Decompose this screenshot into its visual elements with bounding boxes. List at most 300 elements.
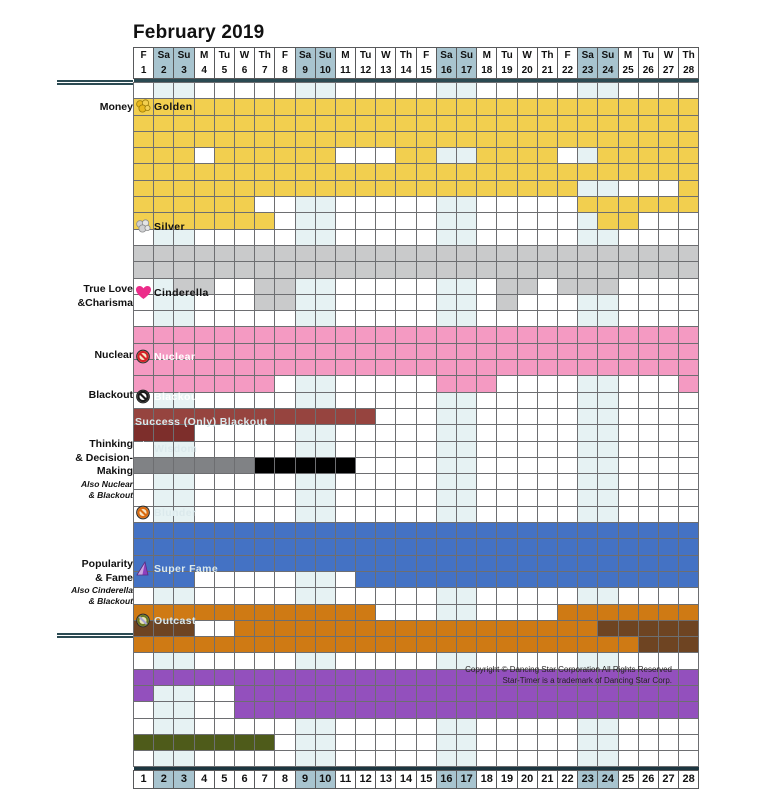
- calendar-cell[interactable]: [497, 539, 517, 555]
- calendar-cell[interactable]: [537, 702, 557, 718]
- calendar-cell[interactable]: [356, 327, 376, 343]
- weekday-header-cell[interactable]: Sa: [154, 48, 174, 64]
- calendar-cell[interactable]: [194, 327, 214, 343]
- calendar-cell[interactable]: [679, 441, 699, 457]
- calendar-cell[interactable]: [598, 734, 618, 750]
- weekday-header-cell[interactable]: Tu: [356, 48, 376, 64]
- calendar-cell[interactable]: [658, 425, 678, 441]
- calendar-cell[interactable]: [537, 506, 557, 522]
- calendar-cell[interactable]: [315, 115, 335, 131]
- calendar-cell[interactable]: [234, 262, 254, 278]
- calendar-cell[interactable]: [679, 653, 699, 669]
- calendar-cell[interactable]: [477, 245, 497, 261]
- calendar-cell[interactable]: [436, 490, 456, 506]
- calendar-cell[interactable]: [436, 197, 456, 213]
- calendar-cell[interactable]: [234, 408, 254, 424]
- calendar-cell[interactable]: [194, 474, 214, 490]
- calendar-cell[interactable]: [275, 637, 295, 653]
- calendar-cell[interactable]: [436, 718, 456, 734]
- weekday-header-cell[interactable]: W: [658, 48, 678, 64]
- calendar-cell[interactable]: [376, 180, 396, 196]
- day-number-header-cell[interactable]: 3: [174, 63, 194, 79]
- calendar-cell[interactable]: [396, 702, 416, 718]
- calendar-cell[interactable]: [557, 474, 577, 490]
- calendar-cell[interactable]: [214, 164, 234, 180]
- calendar-cell[interactable]: [376, 539, 396, 555]
- calendar-cell[interactable]: [517, 262, 537, 278]
- calendar-cell[interactable]: [517, 637, 537, 653]
- calendar-cell[interactable]: [134, 441, 154, 457]
- day-number-header-cell[interactable]: 10: [315, 63, 335, 79]
- calendar-cell[interactable]: [578, 83, 598, 99]
- calendar-cell[interactable]: [557, 99, 577, 115]
- calendar-cell[interactable]: [497, 490, 517, 506]
- calendar-cell[interactable]: [315, 213, 335, 229]
- calendar-cell[interactable]: [416, 604, 436, 620]
- calendar-cell[interactable]: [457, 457, 477, 473]
- day-number-footer-cell[interactable]: 15: [416, 771, 436, 789]
- calendar-cell[interactable]: [174, 213, 194, 229]
- calendar-cell[interactable]: [416, 669, 436, 685]
- calendar-cell[interactable]: [214, 539, 234, 555]
- calendar-cell[interactable]: [275, 474, 295, 490]
- calendar-cell[interactable]: [335, 180, 355, 196]
- calendar-cell[interactable]: [295, 148, 315, 164]
- calendar-cell[interactable]: [396, 751, 416, 767]
- calendar-cell[interactable]: [255, 327, 275, 343]
- calendar-cell[interactable]: [598, 262, 618, 278]
- calendar-cell[interactable]: [295, 311, 315, 327]
- calendar-cell[interactable]: [335, 229, 355, 245]
- calendar-cell[interactable]: [658, 148, 678, 164]
- calendar-cell[interactable]: [658, 213, 678, 229]
- calendar-cell[interactable]: [335, 376, 355, 392]
- calendar-cell[interactable]: [154, 685, 174, 701]
- calendar-cell[interactable]: [477, 718, 497, 734]
- calendar-cell[interactable]: [255, 669, 275, 685]
- calendar-cell[interactable]: [134, 751, 154, 767]
- calendar-cell[interactable]: [537, 734, 557, 750]
- calendar-cell[interactable]: [416, 131, 436, 147]
- calendar-cell[interactable]: [497, 588, 517, 604]
- calendar-cell[interactable]: [638, 604, 658, 620]
- calendar-cell[interactable]: [234, 392, 254, 408]
- calendar-cell[interactable]: [537, 425, 557, 441]
- calendar-cell[interactable]: [557, 441, 577, 457]
- calendar-cell[interactable]: [295, 441, 315, 457]
- calendar-cell[interactable]: [618, 571, 638, 587]
- calendar-cell[interactable]: [638, 571, 658, 587]
- calendar-cell[interactable]: [154, 653, 174, 669]
- calendar-cell[interactable]: [174, 734, 194, 750]
- calendar-cell[interactable]: [416, 343, 436, 359]
- calendar-cell[interactable]: [638, 620, 658, 636]
- calendar-cell[interactable]: [618, 441, 638, 457]
- calendar-cell[interactable]: [658, 327, 678, 343]
- calendar-cell[interactable]: [598, 408, 618, 424]
- calendar-cell[interactable]: [255, 523, 275, 539]
- calendar-cell[interactable]: [618, 392, 638, 408]
- calendar-cell[interactable]: [275, 571, 295, 587]
- calendar-cell[interactable]: [436, 506, 456, 522]
- calendar-cell[interactable]: [436, 523, 456, 539]
- calendar-cell[interactable]: [598, 539, 618, 555]
- calendar-cell[interactable]: [557, 539, 577, 555]
- calendar-cell[interactable]: [194, 734, 214, 750]
- calendar-cell[interactable]: [658, 702, 678, 718]
- calendar-cell[interactable]: [457, 197, 477, 213]
- calendar-cell[interactable]: [638, 734, 658, 750]
- calendar-cell[interactable]: [416, 262, 436, 278]
- calendar-cell[interactable]: [679, 474, 699, 490]
- calendar-cell[interactable]: [234, 734, 254, 750]
- day-number-footer-cell[interactable]: 3: [174, 771, 194, 789]
- calendar-cell[interactable]: [174, 474, 194, 490]
- calendar-cell[interactable]: [618, 506, 638, 522]
- calendar-cell[interactable]: [457, 751, 477, 767]
- calendar-cell[interactable]: [396, 555, 416, 571]
- calendar-cell[interactable]: [376, 523, 396, 539]
- calendar-cell[interactable]: [598, 343, 618, 359]
- day-number-footer-cell[interactable]: 26: [638, 771, 658, 789]
- calendar-cell[interactable]: [457, 376, 477, 392]
- calendar-cell[interactable]: [416, 180, 436, 196]
- calendar-cell[interactable]: [315, 311, 335, 327]
- calendar-cell[interactable]: [134, 490, 154, 506]
- calendar-cell[interactable]: [679, 604, 699, 620]
- calendar-cell[interactable]: [517, 474, 537, 490]
- calendar-cell[interactable]: [335, 571, 355, 587]
- calendar-cell[interactable]: [396, 164, 416, 180]
- calendar-cell[interactable]: [134, 408, 154, 424]
- calendar-cell[interactable]: [618, 474, 638, 490]
- calendar-cell[interactable]: [275, 311, 295, 327]
- weekday-header-cell[interactable]: Th: [396, 48, 416, 64]
- calendar-cell[interactable]: [214, 294, 234, 310]
- calendar-cell[interactable]: [457, 360, 477, 376]
- calendar-cell[interactable]: [214, 311, 234, 327]
- calendar-cell[interactable]: [436, 441, 456, 457]
- calendar-cell[interactable]: [356, 539, 376, 555]
- weekday-header-cell[interactable]: Th: [679, 48, 699, 64]
- calendar-cell[interactable]: [234, 490, 254, 506]
- calendar-cell[interactable]: [154, 83, 174, 99]
- calendar-cell[interactable]: [658, 555, 678, 571]
- calendar-cell[interactable]: [457, 702, 477, 718]
- calendar-cell[interactable]: [457, 245, 477, 261]
- calendar-cell[interactable]: [295, 523, 315, 539]
- calendar-cell[interactable]: [174, 571, 194, 587]
- calendar-cell[interactable]: [154, 164, 174, 180]
- calendar-cell[interactable]: [234, 197, 254, 213]
- calendar-cell[interactable]: [396, 213, 416, 229]
- day-number-footer-cell[interactable]: 9: [295, 771, 315, 789]
- calendar-cell[interactable]: [335, 490, 355, 506]
- calendar-cell[interactable]: [416, 555, 436, 571]
- calendar-cell[interactable]: [315, 474, 335, 490]
- day-number-footer-cell[interactable]: 16: [436, 771, 456, 789]
- calendar-cell[interactable]: [335, 164, 355, 180]
- calendar-cell[interactable]: [658, 734, 678, 750]
- calendar-cell[interactable]: [275, 751, 295, 767]
- day-number-footer-cell[interactable]: 28: [679, 771, 699, 789]
- calendar-cell[interactable]: [497, 148, 517, 164]
- calendar-cell[interactable]: [315, 327, 335, 343]
- calendar-cell[interactable]: [618, 327, 638, 343]
- calendar-cell[interactable]: [578, 506, 598, 522]
- calendar-cell[interactable]: [457, 506, 477, 522]
- calendar-cell[interactable]: [174, 245, 194, 261]
- calendar-cell[interactable]: [234, 620, 254, 636]
- calendar-cell[interactable]: [618, 685, 638, 701]
- calendar-cell[interactable]: [436, 539, 456, 555]
- calendar-cell[interactable]: [174, 327, 194, 343]
- calendar-cell[interactable]: [618, 343, 638, 359]
- calendar-cell[interactable]: [638, 327, 658, 343]
- calendar-cell[interactable]: [295, 620, 315, 636]
- calendar-cell[interactable]: [517, 588, 537, 604]
- calendar-cell[interactable]: [557, 376, 577, 392]
- calendar-cell[interactable]: [174, 620, 194, 636]
- calendar-cell[interactable]: [638, 278, 658, 294]
- calendar-cell[interactable]: [618, 408, 638, 424]
- calendar-cell[interactable]: [315, 669, 335, 685]
- calendar-cell[interactable]: [436, 311, 456, 327]
- calendar-cell[interactable]: [679, 245, 699, 261]
- calendar-cell[interactable]: [517, 131, 537, 147]
- calendar-cell[interactable]: [578, 115, 598, 131]
- calendar-cell[interactable]: [557, 83, 577, 99]
- calendar-cell[interactable]: [598, 311, 618, 327]
- calendar-cell[interactable]: [638, 506, 658, 522]
- calendar-cell[interactable]: [214, 718, 234, 734]
- day-number-header-cell[interactable]: 18: [477, 63, 497, 79]
- calendar-cell[interactable]: [154, 620, 174, 636]
- calendar-cell[interactable]: [356, 376, 376, 392]
- calendar-cell[interactable]: [335, 751, 355, 767]
- calendar-cell[interactable]: [537, 571, 557, 587]
- day-number-header-cell[interactable]: 4: [194, 63, 214, 79]
- calendar-cell[interactable]: [416, 734, 436, 750]
- calendar-cell[interactable]: [134, 83, 154, 99]
- calendar-cell[interactable]: [376, 262, 396, 278]
- calendar-cell[interactable]: [497, 506, 517, 522]
- calendar-cell[interactable]: [416, 637, 436, 653]
- calendar-cell[interactable]: [154, 555, 174, 571]
- calendar-cell[interactable]: [214, 490, 234, 506]
- calendar-cell[interactable]: [335, 539, 355, 555]
- calendar-cell[interactable]: [416, 751, 436, 767]
- calendar-cell[interactable]: [134, 213, 154, 229]
- calendar-cell[interactable]: [457, 164, 477, 180]
- calendar-cell[interactable]: [174, 441, 194, 457]
- calendar-cell[interactable]: [275, 685, 295, 701]
- calendar-cell[interactable]: [315, 523, 335, 539]
- calendar-cell[interactable]: [416, 115, 436, 131]
- calendar-cell[interactable]: [578, 588, 598, 604]
- calendar-cell[interactable]: [214, 653, 234, 669]
- calendar-cell[interactable]: [517, 734, 537, 750]
- calendar-cell[interactable]: [356, 311, 376, 327]
- calendar-cell[interactable]: [194, 115, 214, 131]
- calendar-cell[interactable]: [335, 213, 355, 229]
- calendar-cell[interactable]: [436, 229, 456, 245]
- calendar-cell[interactable]: [517, 702, 537, 718]
- calendar-cell[interactable]: [679, 571, 699, 587]
- calendar-cell[interactable]: [477, 294, 497, 310]
- calendar-cell[interactable]: [436, 360, 456, 376]
- calendar-cell[interactable]: [436, 164, 456, 180]
- calendar-cell[interactable]: [578, 751, 598, 767]
- calendar-cell[interactable]: [517, 408, 537, 424]
- calendar-cell[interactable]: [477, 604, 497, 620]
- calendar-cell[interactable]: [436, 278, 456, 294]
- calendar-cell[interactable]: [436, 294, 456, 310]
- calendar-cell[interactable]: [295, 490, 315, 506]
- calendar-cell[interactable]: [598, 620, 618, 636]
- calendar-cell[interactable]: [396, 408, 416, 424]
- calendar-cell[interactable]: [315, 131, 335, 147]
- calendar-cell[interactable]: [477, 474, 497, 490]
- calendar-cell[interactable]: [134, 278, 154, 294]
- calendar-cell[interactable]: [194, 213, 214, 229]
- calendar-cell[interactable]: [416, 376, 436, 392]
- calendar-cell[interactable]: [477, 392, 497, 408]
- calendar-cell[interactable]: [497, 115, 517, 131]
- calendar-cell[interactable]: [416, 311, 436, 327]
- calendar-cell[interactable]: [598, 425, 618, 441]
- calendar-cell[interactable]: [557, 555, 577, 571]
- calendar-cell[interactable]: [174, 294, 194, 310]
- calendar-cell[interactable]: [234, 148, 254, 164]
- calendar-cell[interactable]: [234, 425, 254, 441]
- calendar-cell[interactable]: [315, 360, 335, 376]
- calendar-cell[interactable]: [658, 115, 678, 131]
- day-number-footer-cell[interactable]: 6: [234, 771, 254, 789]
- calendar-cell[interactable]: [335, 620, 355, 636]
- calendar-cell[interactable]: [557, 604, 577, 620]
- calendar-cell[interactable]: [335, 718, 355, 734]
- day-number-header-cell[interactable]: 27: [658, 63, 678, 79]
- calendar-cell[interactable]: [618, 213, 638, 229]
- calendar-cell[interactable]: [194, 425, 214, 441]
- calendar-cell[interactable]: [598, 506, 618, 522]
- calendar-cell[interactable]: [154, 376, 174, 392]
- calendar-cell[interactable]: [557, 408, 577, 424]
- calendar-cell[interactable]: [578, 213, 598, 229]
- calendar-cell[interactable]: [618, 115, 638, 131]
- calendar-cell[interactable]: [497, 164, 517, 180]
- calendar-cell[interactable]: [477, 571, 497, 587]
- calendar-cell[interactable]: [174, 555, 194, 571]
- calendar-cell[interactable]: [194, 718, 214, 734]
- calendar-cell[interactable]: [578, 311, 598, 327]
- calendar-cell[interactable]: [255, 197, 275, 213]
- calendar-cell[interactable]: [517, 343, 537, 359]
- calendar-cell[interactable]: [416, 360, 436, 376]
- calendar-cell[interactable]: [275, 523, 295, 539]
- calendar-cell[interactable]: [134, 588, 154, 604]
- calendar-cell[interactable]: [537, 637, 557, 653]
- calendar-cell[interactable]: [416, 506, 436, 522]
- calendar-cell[interactable]: [295, 392, 315, 408]
- calendar-cell[interactable]: [234, 457, 254, 473]
- calendar-cell[interactable]: [477, 360, 497, 376]
- calendar-cell[interactable]: [578, 343, 598, 359]
- calendar-cell[interactable]: [557, 229, 577, 245]
- calendar-cell[interactable]: [154, 148, 174, 164]
- calendar-cell[interactable]: [315, 408, 335, 424]
- calendar-cell[interactable]: [598, 604, 618, 620]
- calendar-cell[interactable]: [497, 229, 517, 245]
- calendar-cell[interactable]: [477, 685, 497, 701]
- calendar-cell[interactable]: [416, 278, 436, 294]
- calendar-cell[interactable]: [234, 506, 254, 522]
- calendar-cell[interactable]: [335, 245, 355, 261]
- calendar-cell[interactable]: [174, 229, 194, 245]
- calendar-cell[interactable]: [214, 213, 234, 229]
- calendar-cell[interactable]: [255, 539, 275, 555]
- calendar-cell[interactable]: [557, 718, 577, 734]
- calendar-cell[interactable]: [275, 539, 295, 555]
- calendar-cell[interactable]: [457, 229, 477, 245]
- calendar-cell[interactable]: [255, 294, 275, 310]
- calendar-cell[interactable]: [356, 262, 376, 278]
- calendar-cell[interactable]: [679, 229, 699, 245]
- calendar-cell[interactable]: [517, 83, 537, 99]
- calendar-cell[interactable]: [517, 213, 537, 229]
- calendar-cell[interactable]: [638, 245, 658, 261]
- calendar-cell[interactable]: [194, 637, 214, 653]
- calendar-cell[interactable]: [457, 685, 477, 701]
- calendar-cell[interactable]: [557, 245, 577, 261]
- calendar-cell[interactable]: [497, 213, 517, 229]
- calendar-cell[interactable]: [578, 197, 598, 213]
- calendar-cell[interactable]: [557, 620, 577, 636]
- calendar-cell[interactable]: [154, 197, 174, 213]
- calendar-cell[interactable]: [396, 425, 416, 441]
- calendar-cell[interactable]: [618, 131, 638, 147]
- calendar-cell[interactable]: [436, 555, 456, 571]
- calendar-cell[interactable]: [335, 457, 355, 473]
- calendar-cell[interactable]: [537, 311, 557, 327]
- day-number-footer-cell[interactable]: 17: [457, 771, 477, 789]
- calendar-cell[interactable]: [376, 490, 396, 506]
- calendar-cell[interactable]: [396, 327, 416, 343]
- calendar-cell[interactable]: [275, 262, 295, 278]
- calendar-cell[interactable]: [517, 457, 537, 473]
- calendar-cell[interactable]: [376, 213, 396, 229]
- calendar-cell[interactable]: [154, 474, 174, 490]
- calendar-cell[interactable]: [275, 245, 295, 261]
- calendar-cell[interactable]: [174, 588, 194, 604]
- calendar-cell[interactable]: [457, 571, 477, 587]
- calendar-cell[interactable]: [537, 229, 557, 245]
- calendar-cell[interactable]: [578, 245, 598, 261]
- calendar-cell[interactable]: [134, 343, 154, 359]
- calendar-cell[interactable]: [517, 148, 537, 164]
- calendar-cell[interactable]: [618, 555, 638, 571]
- calendar-cell[interactable]: [598, 751, 618, 767]
- calendar-cell[interactable]: [517, 620, 537, 636]
- calendar-cell[interactable]: [396, 620, 416, 636]
- calendar-cell[interactable]: [255, 474, 275, 490]
- calendar-cell[interactable]: [517, 571, 537, 587]
- calendar-cell[interactable]: [679, 637, 699, 653]
- calendar-cell[interactable]: [194, 164, 214, 180]
- calendar-cell[interactable]: [376, 669, 396, 685]
- calendar-cell[interactable]: [396, 571, 416, 587]
